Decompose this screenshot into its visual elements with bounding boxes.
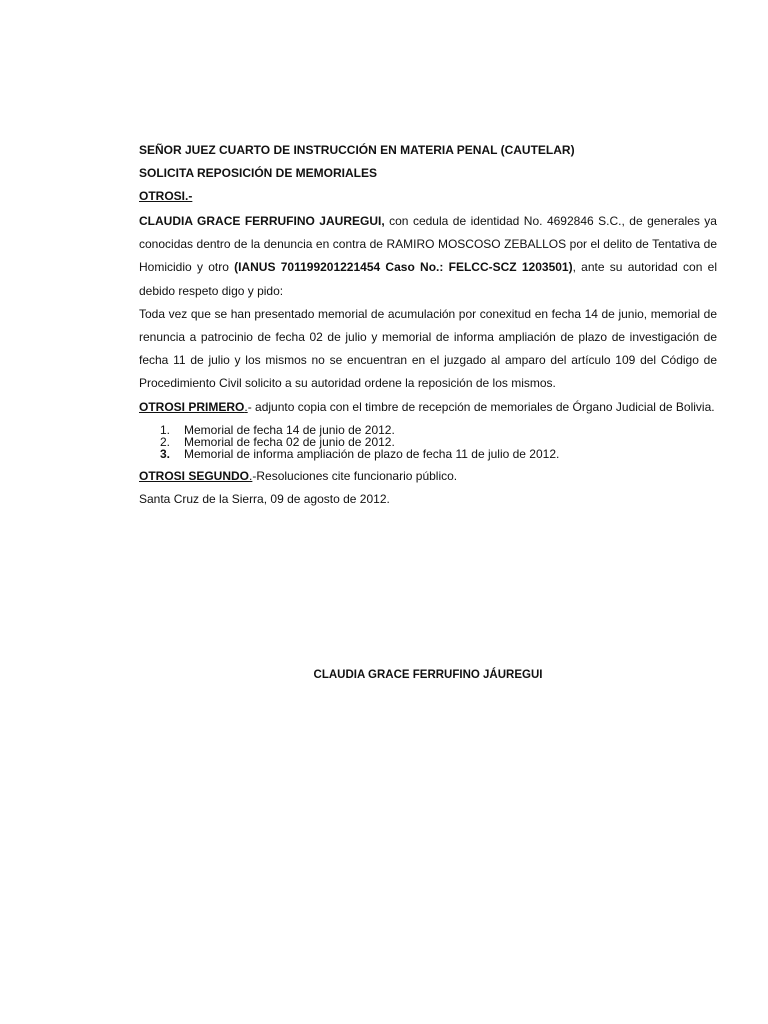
otrosi-heading: OTROSI.- xyxy=(139,189,193,203)
signature-name: CLAUDIA GRACE FERRUFINO JÁUREGUI xyxy=(313,669,543,681)
list-number: 2. xyxy=(160,435,171,450)
list-item xyxy=(139,448,717,460)
intro-text-2: , ante su autoridad con el debido respeto digo y pido: xyxy=(139,260,717,298)
intro-paragraph xyxy=(139,210,717,303)
case-reference: (IANUS 701199201221454 Caso No.: FELCC-SCZ 1203501) xyxy=(234,260,573,275)
request-title: SOLICITA REPOSICIÓN DE MEMORIALES xyxy=(139,166,378,180)
list-number: 1. xyxy=(160,422,171,437)
date-line: Santa Cruz de la Sierra, 09 de agosto de 2012. xyxy=(139,491,390,506)
otrosi-segundo-text: -Resoluciones cite funcionario público. xyxy=(252,468,458,483)
otrosi-primero-paragraph xyxy=(139,396,717,419)
memorial-list xyxy=(139,424,717,461)
intro-text-1: con cedula de identidad No. 4692846 S.C., de generales ya conocidas dentro de la denuncia en contra de RAMIRO MOSCOSO ZEBALLOS por el delito de Tentativa de Homicidio y otro xyxy=(139,214,717,275)
list-text: Memorial de informa ampliación de plazo de fecha 11 de julio de 2012. xyxy=(184,447,560,462)
otrosi-segundo-paragraph xyxy=(139,467,717,485)
body-paragraph: Toda vez que se han presentado memorial de acumulación por conexitud en fecha 14 de junio, memorial de renuncia a patrocinio de fecha 02 de julio y memorial de informa ampliación de plazo de investigación de fecha 11 de julio y los mismos no se encuentran en el juzgado al amparo del artículo 109 del Código de Procedimiento Civil solicito a su autoridad ordene la reposición de los mismos. xyxy=(139,306,717,391)
otrosi-primero-text: - adjunto copia con el timbre de recepción de memoriales de Órgano Judicial de Bolivia. xyxy=(247,399,715,414)
otrosi-primero-label: OTROSI PRIMERO xyxy=(139,399,245,414)
otrosi-primero-sep: . xyxy=(244,399,248,414)
petitioner-name: CLAUDIA GRACE FERRUFINO JAUREGUI, xyxy=(139,214,385,228)
otrosi-segundo-label: OTROSI SEGUNDO xyxy=(139,468,250,483)
list-number: 3. xyxy=(160,447,171,462)
document-body xyxy=(139,142,717,508)
list-text: Memorial de fecha 02 de junio de 2012. xyxy=(184,435,395,450)
otrosi-segundo-sep: . xyxy=(249,468,253,483)
list-text: Memorial de fecha 14 de junio de 2012. xyxy=(184,422,395,437)
court-heading: SEÑOR JUEZ CUARTO DE INSTRUCCIÓN EN MATERIA PENAL (CAUTELAR) xyxy=(139,143,575,157)
